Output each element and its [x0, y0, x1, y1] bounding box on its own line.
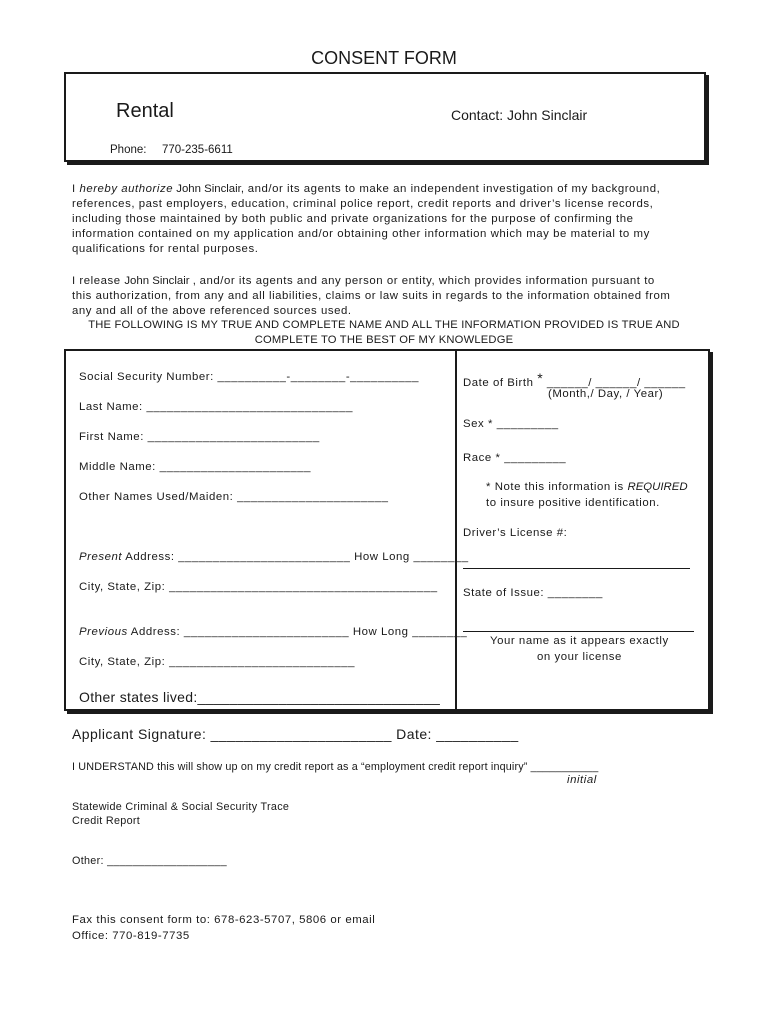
previous-city-state-zip-field[interactable]: City, State, Zip: ___________________________	[79, 656, 355, 668]
present-city-state-zip-field[interactable]: City, State, Zip: _______________________________________	[79, 581, 438, 593]
phone-value: 770-235-6611	[162, 144, 233, 156]
initial-label: initial	[567, 774, 597, 786]
applicant-signature-field[interactable]: Applicant Signature: ______________________ Date: __________	[72, 726, 519, 742]
fax-instructions: Fax this consent form to: 678-623-5707, 5806 or email	[72, 914, 376, 926]
form-title: CONSENT FORM	[311, 48, 457, 68]
previous-address-field[interactable]: Previous Address: ________________________ How Long ________	[79, 626, 468, 638]
contact-name: Contact: John Sinclair	[451, 107, 588, 123]
other-names-field[interactable]: Other Names Used/Maiden: ______________________	[79, 491, 389, 503]
service-statewide-trace: Statewide Criminal & Social Security Trace	[72, 801, 290, 813]
statement-line-2: COMPLETE TO THE BEST OF MY KNOWLEDGE	[254, 334, 514, 346]
ssn-field[interactable]: Social Security Number: __________-________-__________	[79, 371, 420, 383]
required-note-line-2: to insure positive identification.	[486, 497, 660, 509]
dob-format-hint: (Month,/ Day, / Year)	[548, 388, 664, 400]
license-name-hint-2: on your license	[537, 651, 622, 663]
date-of-birth-field[interactable]: Date of Birth * ______/ ______/ ______	[463, 370, 686, 389]
authorize-paragraph: I hereby authorize John Sinclair, and/or its agents to make an independent investigation of my background, references, past employers, education, criminal police report, credit reports and driver’s license records, including those maintained by both public and private organizations for the purpose of confirming the information contained on my application and/or obtaining other information which may be material to my qualifications for rental purposes.	[72, 183, 661, 255]
other-field[interactable]: Other: ___________________	[72, 855, 227, 867]
middle-name-field[interactable]: Middle Name: ______________________	[79, 461, 312, 473]
state-of-issue-field[interactable]: State of Issue: ________	[463, 587, 603, 599]
office-phone: Office: 770-819-7735	[72, 930, 190, 942]
credit-inquiry-understand[interactable]: I UNDERSTAND this will show up on my credit report as a “employment credit report inquiry” ___________	[72, 761, 599, 773]
other-states-field[interactable]: Other states lived:______________________________	[79, 689, 441, 705]
drivers-license-input[interactable]	[463, 568, 690, 569]
rental-heading: Rental	[116, 100, 174, 122]
release-paragraph: I release John Sinclair , and/or its agents and any person or entity, which provides information pursuant to this authorization, from any and all liabilities, claims or law suits in regards to the information obtained from any and all of the above referenced sources used.	[72, 275, 671, 317]
header-box	[64, 72, 706, 162]
column-divider	[455, 349, 457, 709]
present-address-field[interactable]: Present Address: _________________________ How Long ________	[79, 551, 469, 563]
sex-field[interactable]: Sex * _________	[463, 418, 559, 430]
race-field[interactable]: Race * _________	[463, 452, 567, 464]
license-name-input[interactable]	[463, 631, 694, 632]
phone-label: Phone:	[110, 144, 147, 156]
service-credit-report: Credit Report	[72, 815, 141, 827]
license-name-hint-1: Your name as it appears exactly	[490, 635, 669, 647]
required-note: * Note this information is REQUIRED	[486, 481, 688, 493]
drivers-license-label: Driver’s License #:	[463, 527, 568, 539]
last-name-field[interactable]: Last Name: ______________________________	[79, 401, 354, 413]
first-name-field[interactable]: First Name: _________________________	[79, 431, 320, 443]
statement-line-1: THE FOLLOWING IS MY TRUE AND COMPLETE NAME AND ALL THE INFORMATION PROVIDED IS TRUE AND	[88, 319, 680, 331]
